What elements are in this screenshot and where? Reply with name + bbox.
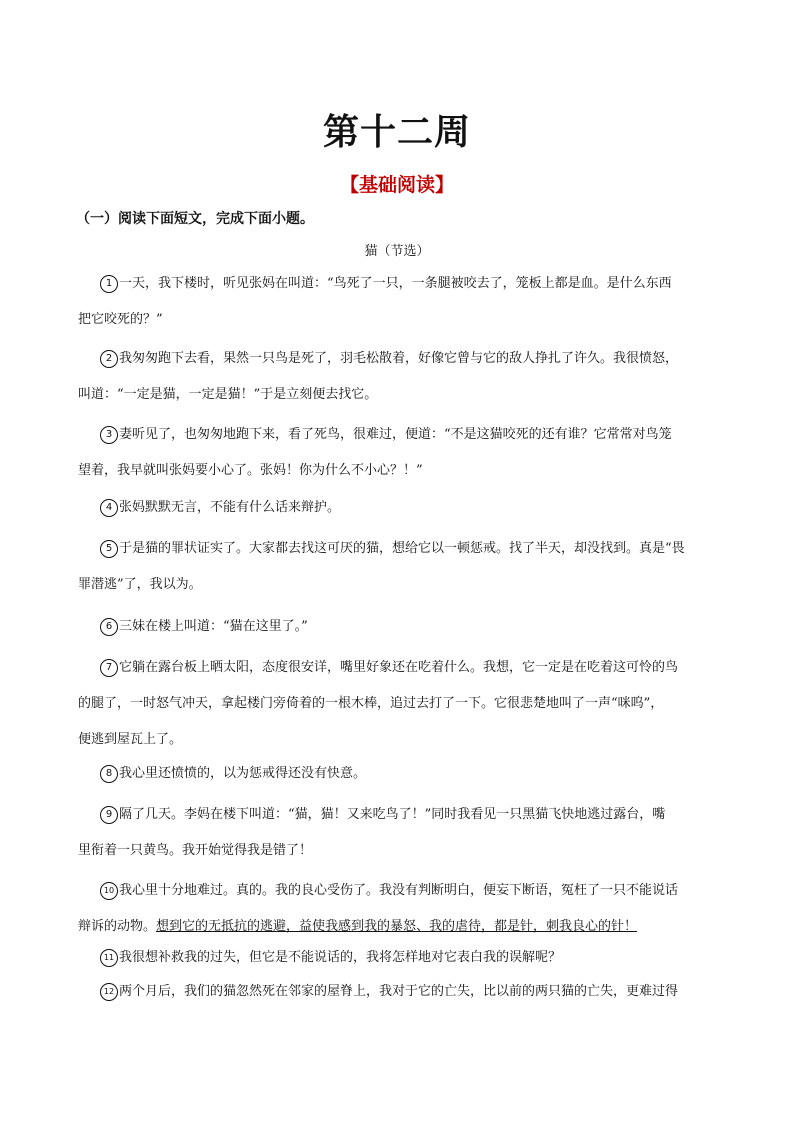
paragraph-text: 三妹在楼上叫道：“猫在这里了。”: [119, 619, 308, 634]
paragraph-text: 两个月后，我们的猫忽然死在邻家的屋脊上，我对于它的亡失，比以前的两只猫的亡失，更难过得: [119, 984, 679, 999]
paragraph-text: 叫道：“一定是猫，一定是猫！”于是立刻便去找它。: [78, 387, 378, 402]
paragraph-number: 6: [100, 618, 118, 636]
paragraph-number: 3: [100, 426, 118, 444]
paragraph-2: [78, 341, 720, 413]
paragraph-number: 8: [100, 765, 118, 783]
paragraph-text: 我心里十分地难过。真的。我的良心受伤了。我没有判断明白，便妄下断语，冤枉了一只不能说话: [119, 883, 679, 898]
paragraph-12: [100, 974, 720, 1010]
paragraph-number: 9: [100, 806, 118, 824]
paragraph-number: 5: [100, 540, 118, 558]
paragraph-number: 1: [100, 275, 118, 293]
paragraph-number: 12: [100, 983, 118, 1001]
paragraph-text: 于是猫的罪状证实了。大家都去找这可厌的猫，想给它以一顿惩戒。找了半天，却没找到。真是“畏: [119, 541, 685, 556]
paragraph-11: [100, 940, 720, 976]
paragraph-text: 一天，我下楼时，听见张妈在叫道：“鸟死了一只，一条腿被咬去了，笼板上都是血。是什么东西: [119, 276, 672, 291]
paragraph-number: 7: [100, 659, 118, 677]
paragraph-text: 我心里还愤愤的，以为惩戒得还没有快意。: [119, 766, 367, 781]
paragraph-text: 便逃到屋瓦上了。: [78, 732, 183, 747]
paragraph-text: 里衔着一只黄鸟。我开始觉得我是错了！: [78, 843, 313, 858]
paragraph-4: [100, 490, 720, 526]
paragraph-9: [78, 797, 720, 869]
paragraph-text: 罪潜逃”了，我以为。: [78, 577, 202, 592]
paragraph-1: [78, 266, 720, 338]
paragraph-3: [78, 417, 720, 489]
paragraph-number: 10: [100, 882, 118, 900]
paragraph-5: [78, 531, 720, 603]
paragraph-text: 把它咬死的？”: [78, 312, 163, 327]
paragraph-text: 它躺在露台板上晒太阳，态度很安详，嘴里好象还在吃着什么。我想，它一定是在吃着这可怜的鸟: [119, 660, 679, 675]
paragraph-text: 我很想补救我的过失，但它是不能说话的，我将怎样地对它表白我的误解呢？: [119, 950, 562, 965]
passage-title: 猫（节选）: [364, 244, 430, 259]
question-instruction: （一）阅读下面短文，完成下面小题。: [76, 211, 314, 227]
paragraph-number: 4: [100, 499, 118, 517]
paragraph-text: 妻听见了，也匆匆地跑下来，看了死鸟，很难过，便道：“不是这猫咬死的还有谁？它常常对鸟笼: [119, 427, 672, 442]
paragraph-text: 的腿了，一时怒气冲天，拿起楼门旁倚着的一根木棒，追过去打了一下。它很悲楚地叫了一声“咪呜”，: [78, 696, 664, 711]
paragraph-text: 张妈默默无言，不能有什么话来辩护。: [119, 500, 341, 515]
paragraph-6: [100, 609, 720, 645]
paragraph-8: [100, 756, 720, 792]
paragraph-7: [78, 650, 720, 758]
paragraph-number: 2: [100, 350, 118, 368]
page-title: 第十二周: [322, 112, 471, 153]
paragraph-number: 11: [100, 949, 118, 967]
paragraph-text: 隔了几天。李妈在楼下叫道：“猫，猫！又来吃鸟了！”同时我看见一只黑猫飞快地逃过露台，嘴: [119, 807, 666, 822]
paragraph-text: 辩诉的动物。: [78, 919, 157, 934]
paragraph-text: 我匆匆跑下去看，果然一只鸟是死了，羽毛松散着，好像它曾与它的敌人挣扎了许久。我很愤怒，: [119, 351, 679, 366]
underlined-sentence: 想到它的无抵抗的逃避，益使我感到我的暴怒、我的虐待，都是针，刺我良心的针！: [156, 919, 638, 934]
paragraph-text: 望着，我早就叫张妈要小心了。张妈！你为什么不小心？！”: [78, 463, 423, 478]
paragraph-10: [78, 873, 720, 945]
section-heading: 【基础阅读】: [339, 174, 454, 196]
